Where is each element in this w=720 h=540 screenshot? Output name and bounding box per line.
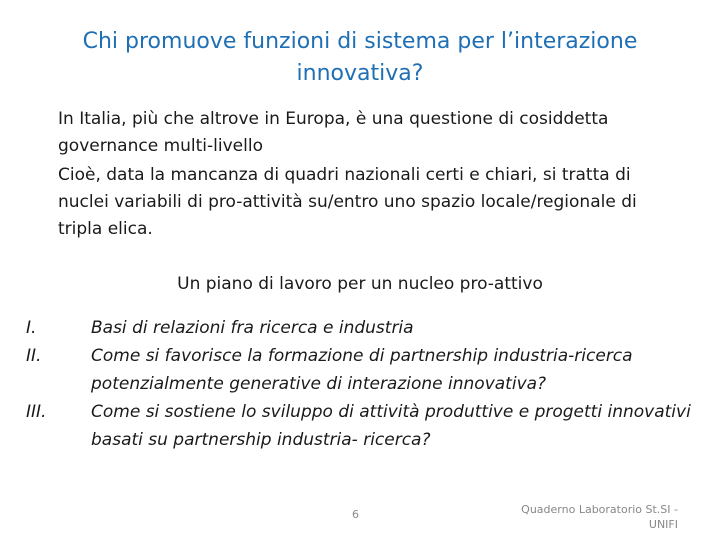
footer-line-1: Quaderno Laboratorio St.SI - xyxy=(521,503,678,516)
title-line-2: innovativa? xyxy=(296,61,424,86)
list-item xyxy=(26,314,706,342)
list-item xyxy=(26,398,706,454)
list-item-number: II. xyxy=(26,346,42,366)
slide-title xyxy=(20,26,700,90)
list-item-text: Come si favorisce la formazione di partnership industria-ricerca potenzialmente generative di interazione innovativa? xyxy=(91,346,633,394)
paragraph-2: Cioè, data la mancanza di quadri nazionali certi e chiari, si tratta di nuclei variabili di pro-attività su/entro uno spazio locale/regionale di tripla elica. xyxy=(58,165,637,239)
list-item-number: I. xyxy=(26,318,37,338)
subheading: Un piano di lavoro per un nucleo pro-attivo xyxy=(177,274,543,294)
body-text xyxy=(58,106,658,245)
list-item-text: Basi di relazioni fra ricerca e industria xyxy=(91,318,414,338)
footer-line-2: UNIFI xyxy=(648,518,678,531)
list-item xyxy=(26,342,706,398)
footer-credit xyxy=(521,502,678,532)
list-item-number: III. xyxy=(26,402,47,422)
title-line-1: Chi promuove funzioni di sistema per l’interazione xyxy=(82,29,638,54)
page-number: 6 xyxy=(352,508,359,521)
list-item-text: Come si sostiene lo sviluppo di attività produttive e progetti innovativi basati su partnership industria- ricerca? xyxy=(91,402,691,450)
numbered-list xyxy=(26,314,706,454)
paragraph-1: In Italia, più che altrove in Europa, è una questione di cosiddetta governance multi-livello xyxy=(58,109,609,156)
